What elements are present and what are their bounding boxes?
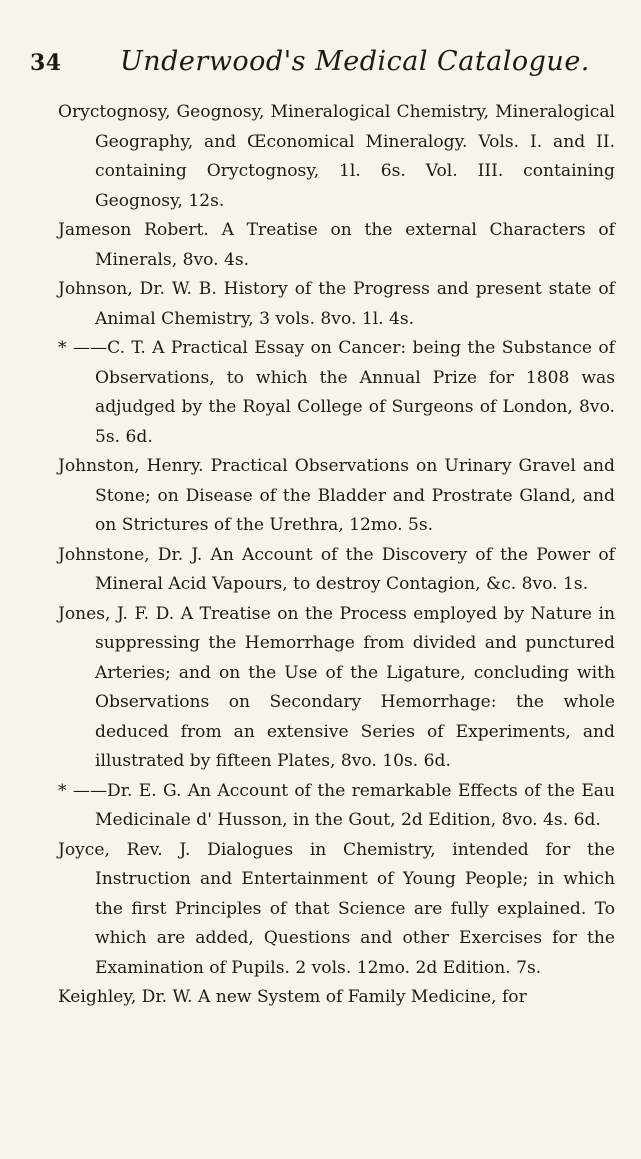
catalogue-entry: Jones, J. F. D. A Treatise on the Process employed by Nature in suppressing the Hemorrhage from divided and punctured Arteries; and on the Use of the Ligature, concluding with Observations on Secondary Hemorrhage: the whole deduced from an extensive Series of Experiments, and illustrated by fifteen Plates, 8vo. 10s. 6d. xyxy=(58,603,615,771)
catalogue-entry: Johnston, Henry. Practical Observations on Urinary Gravel and Stone; on Disease of the Bladder and Prostrate Gland, and on Strictures of the Urethra, 12mo. 5s. xyxy=(58,456,615,535)
catalogue-entry: * ——C. T. A Practical Essay on Cancer: being the Substance of Observations, to which the Annual Prize for 1808 was adjudged by the Royal College of Surgeons of London, 8vo. 5s. 6d. xyxy=(58,338,615,447)
page-number: 34 xyxy=(30,50,62,76)
catalogue-entry: Johnstone, Dr. J. An Account of the Discovery of the Power of Mineral Acid Vapours, to destroy Contagion, &c. 8vo. 1s. xyxy=(58,544,615,594)
catalogue-entry: Jameson Robert. A Treatise on the external Characters of Minerals, 8vo. 4s. xyxy=(58,220,615,270)
catalogue-entry: Oryctognosy, Geognosy, Mineralogical Chemistry, Mineralogical Geography, and Œconomical Mineralogy. Vols. I. and II. containing Oryctognosy, 1l. 6s. Vol. III. containing Geognosy, 12s. xyxy=(58,102,615,211)
catalogue-entry: Keighley, Dr. W. A new System of Family Medicine, for xyxy=(58,987,527,1007)
catalogue-entry: * ——Dr. E. G. An Account of the remarkable Effects of the Eau Medicinale d' Husson, in the Gout, 2d Edition, 8vo. 4s. 6d. xyxy=(58,780,615,830)
running-title: Underwood's Medical Catalogue. xyxy=(120,46,590,77)
page-header xyxy=(30,46,611,84)
catalogue-entry: Johnson, Dr. W. B. History of the Progress and present state of Animal Chemistry, 3 vols. 8vo. 1l. 4s. xyxy=(58,279,615,329)
catalogue-entries xyxy=(58,98,615,1013)
catalogue-entry: Joyce, Rev. J. Dialogues in Chemistry, intended for the Instruction and Entertainment of Young People; in which the first Principles of that Science are fully explained. To which are added, Questions and other Exercises for the Examination of Pupils. 2 vols. 12mo. 2d Edition. 7s. xyxy=(58,839,615,978)
